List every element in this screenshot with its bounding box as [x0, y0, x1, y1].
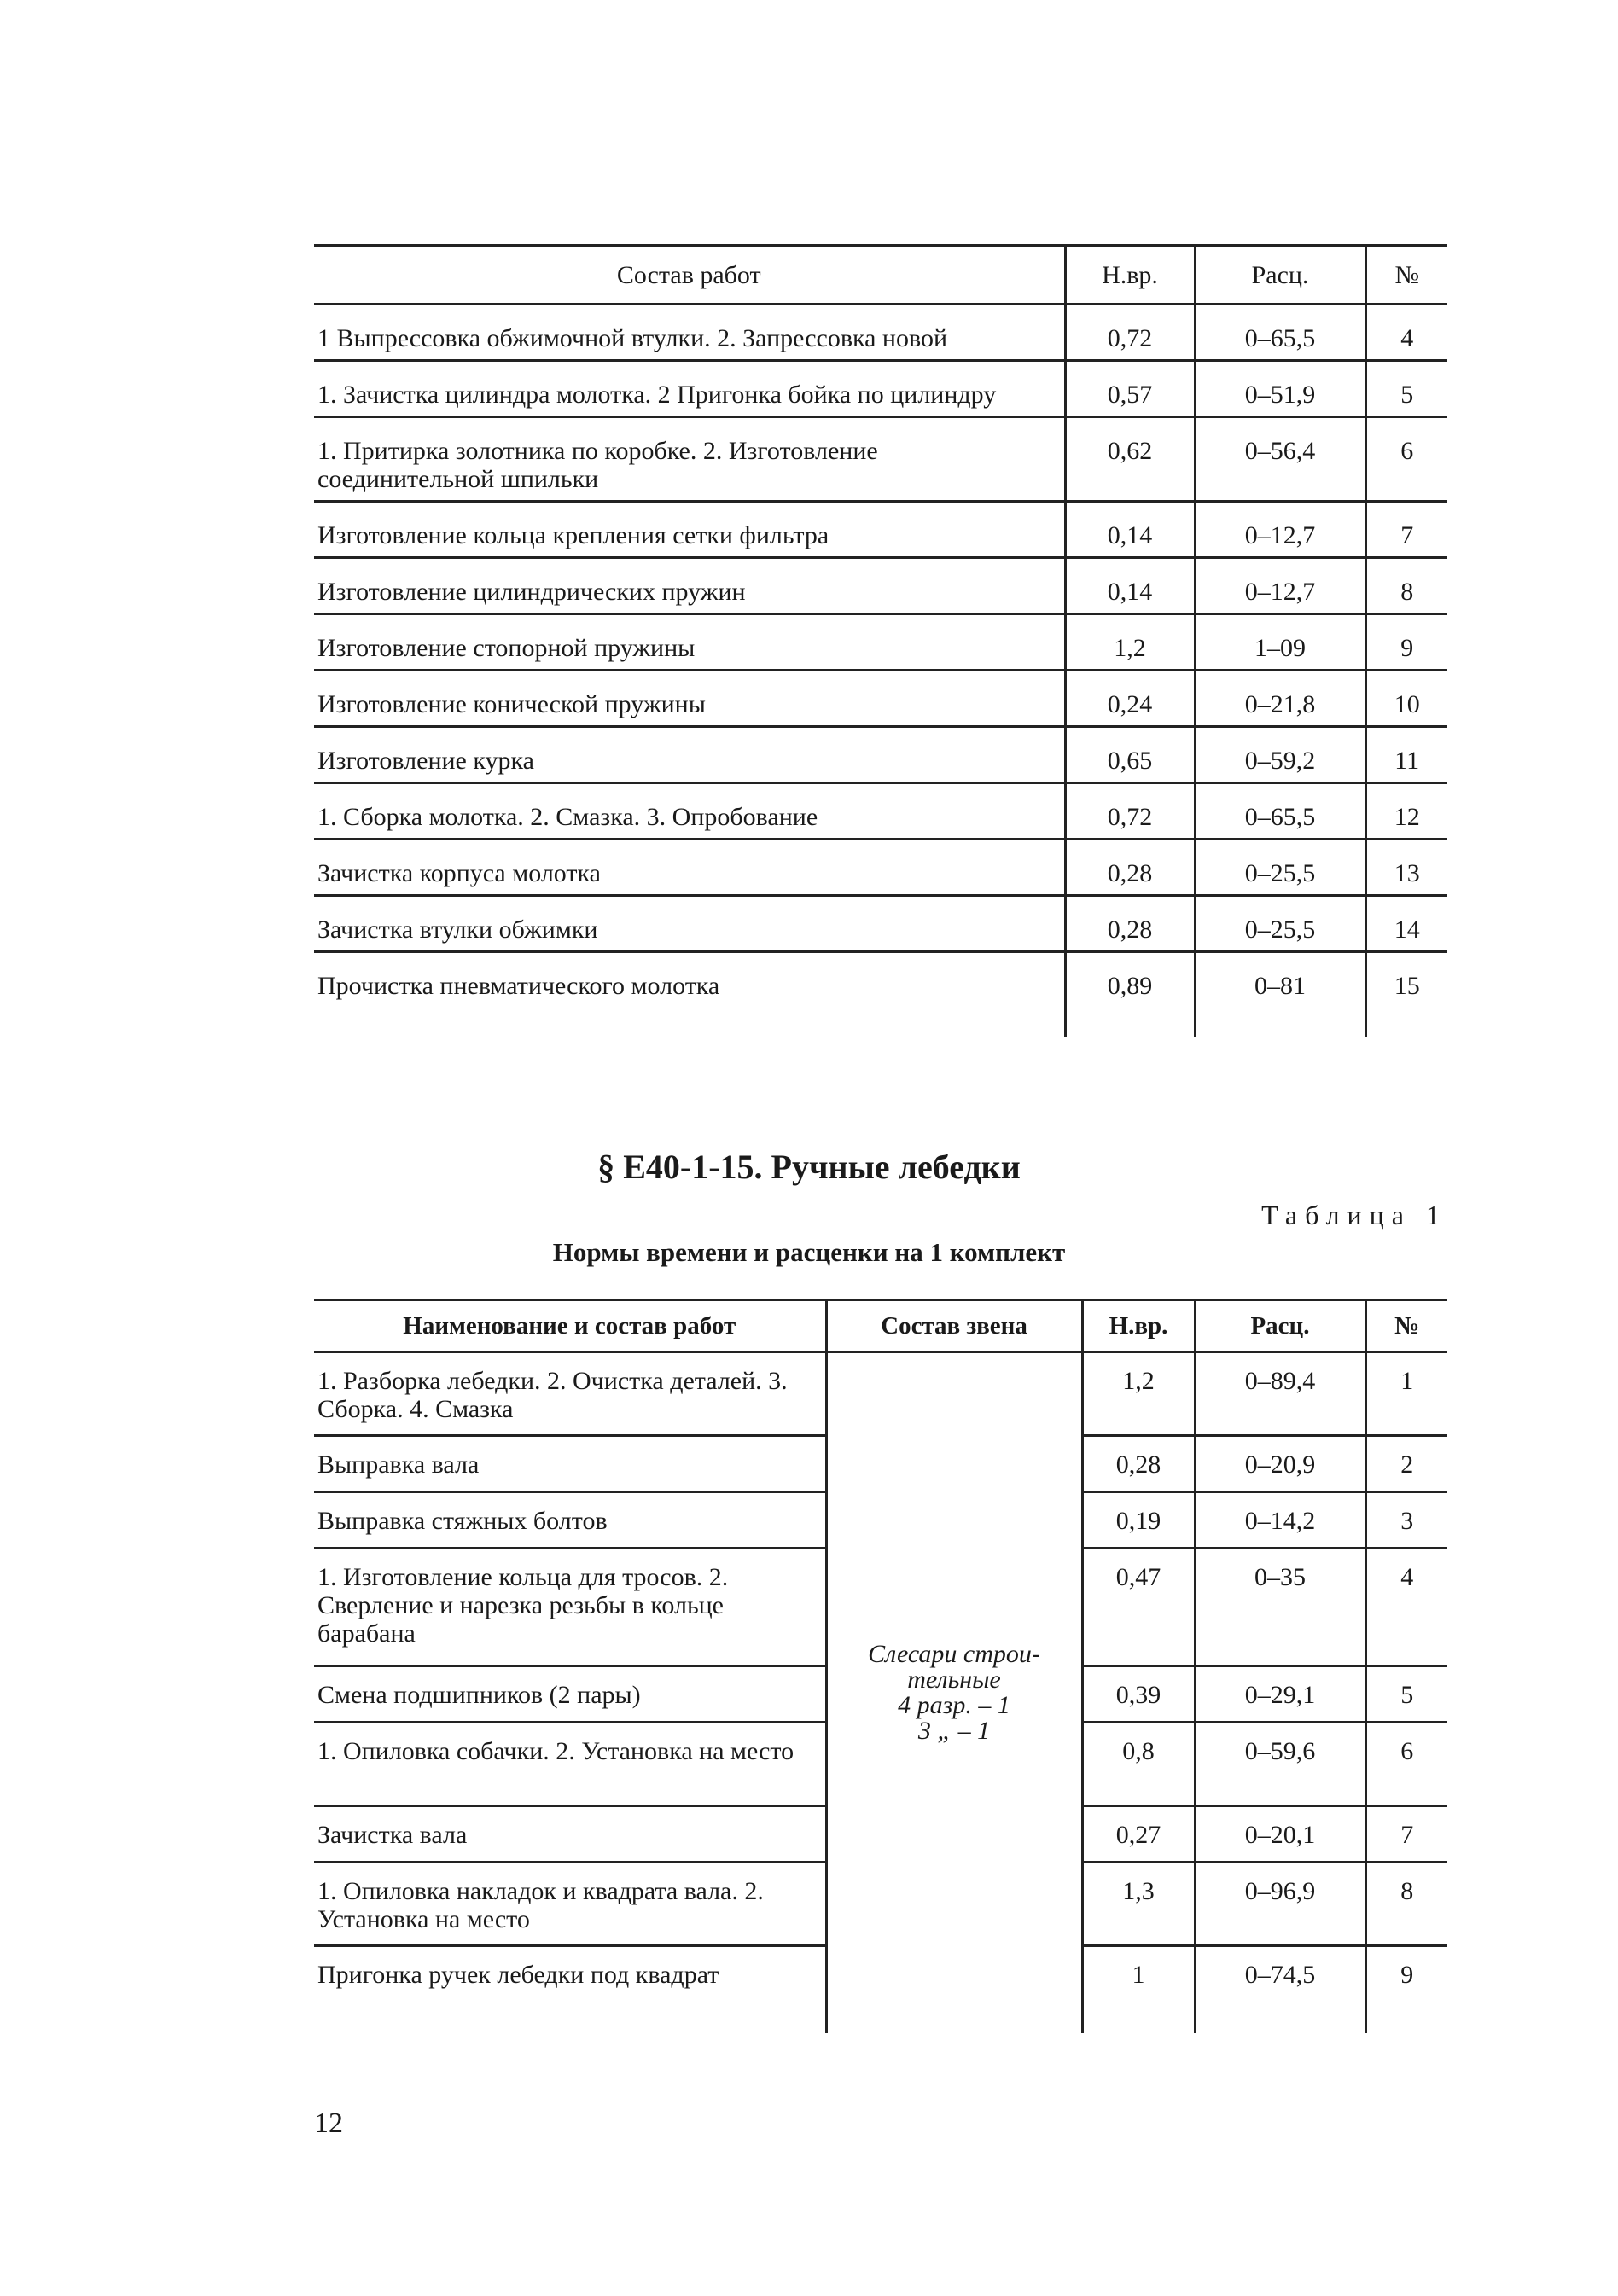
work-cell: Изготовление цилиндрических пружин — [314, 558, 1065, 614]
rate-cell: 0–65,5 — [1195, 305, 1365, 361]
header-crew: Состав звена — [826, 1300, 1082, 1352]
rate-cell: 0–14,2 — [1195, 1492, 1365, 1549]
number-cell: 11 — [1365, 727, 1447, 783]
rate-cell: 0–20,9 — [1195, 1436, 1365, 1492]
time-cell: 0,28 — [1065, 896, 1195, 952]
rate-cell: 0–35 — [1195, 1549, 1365, 1666]
number-cell: 8 — [1365, 1863, 1447, 1946]
work-cell: Выправка стяжных болтов — [314, 1492, 826, 1549]
table-row — [314, 305, 1447, 361]
number-cell: 10 — [1365, 671, 1447, 727]
header-rate: Расц. — [1195, 246, 1365, 305]
time-cell: 0,27 — [1082, 1806, 1195, 1863]
rate-cell: 0–59,6 — [1195, 1723, 1365, 1806]
work-cell: Зачистка вала — [314, 1806, 826, 1863]
rate-cell: 0–89,4 — [1195, 1352, 1365, 1436]
table-row — [314, 783, 1447, 840]
number-cell: 13 — [1365, 840, 1447, 896]
table-row — [314, 840, 1447, 896]
rate-cell: 1–09 — [1195, 614, 1365, 671]
time-cell: 0,89 — [1065, 952, 1195, 1038]
crew-line: Слесари строи- — [868, 1640, 1040, 1669]
rate-cell: 0–21,8 — [1195, 671, 1365, 727]
work-cell: Пригонка ручек лебедки под квадрат — [317, 1961, 719, 1989]
header-time-norm: Н.вр. — [1065, 246, 1195, 305]
time-cell: 0,47 — [1082, 1549, 1195, 1666]
work-cell: 1. Опиловка собачки. 2. Установка на место — [314, 1723, 826, 1806]
time-cell: 1 — [1082, 1946, 1195, 2033]
table-row — [314, 417, 1447, 502]
rate-cell: 0–56,4 — [1195, 417, 1365, 502]
table-row — [314, 502, 1447, 558]
table-number: Таблица 1 — [1261, 1200, 1447, 1230]
header-number: № — [1365, 246, 1447, 305]
table-header-row — [314, 1300, 1447, 1352]
rate-cell: 0–12,7 — [1195, 558, 1365, 614]
work-cell: 1 Выпрессовка обжимочной втулки. 2. Запрессовка новой — [314, 305, 1065, 361]
rate-cell: 0–74,5 — [1195, 1946, 1365, 2033]
rate-cell: 0–51,9 — [1195, 361, 1365, 417]
time-cell: 0,14 — [1065, 558, 1195, 614]
rate-cell: 0–29,1 — [1195, 1666, 1365, 1723]
work-cell: Зачистка втулки обжимки — [314, 896, 1065, 952]
table-row — [314, 671, 1447, 727]
time-cell: 0,57 — [1065, 361, 1195, 417]
table-row — [314, 727, 1447, 783]
time-cell: 0,8 — [1082, 1723, 1195, 1806]
work-cell: 1. Зачистка цилиндра молотка. 2 Пригонка бойка по цилиндру — [314, 361, 1065, 417]
work-cell: 1. Опиловка накладок и квадрата вала. 2. Установка на место — [314, 1863, 826, 1946]
number-cell: 6 — [1365, 1723, 1447, 1806]
work-cell: 1. Сборка молотка. 2. Смазка. 3. Опробование — [314, 783, 1065, 840]
table-caption: Нормы времени и расценки на 1 комплект — [552, 1237, 1066, 1267]
work-cell: Изготовление кольца крепления сетки фильтра — [314, 502, 1065, 558]
crew-composition — [826, 1352, 1082, 2033]
rate-cell: 0–20,1 — [1195, 1806, 1365, 1863]
time-cell: 0,28 — [1082, 1436, 1195, 1492]
number-cell: 6 — [1365, 417, 1447, 502]
number-cell: 1 — [1365, 1352, 1447, 1436]
time-cell: 0,28 — [1065, 840, 1195, 896]
header-rate: Расц. — [1195, 1300, 1365, 1352]
rate-cell: 0–25,5 — [1195, 840, 1365, 896]
crew-line: 3 „ – 1 — [917, 1717, 991, 1746]
rate-cell: 0–25,5 — [1195, 896, 1365, 952]
rate-cell: 0–65,5 — [1195, 783, 1365, 840]
work-cell: 1. Разборка лебедки. 2. Очистка деталей. 3. Сборка. 4. Смазка — [314, 1352, 826, 1436]
number-cell: 2 — [1365, 1436, 1447, 1492]
work-cell: Зачистка корпуса молотка — [314, 840, 1065, 896]
rate-cell: 0–96,9 — [1195, 1863, 1365, 1946]
header-number: № — [1365, 1300, 1447, 1352]
time-cell: 0,72 — [1065, 783, 1195, 840]
table-row — [314, 1352, 1447, 1436]
work-cell: Смена подшипников (2 пары) — [314, 1666, 826, 1723]
header-work-name: Наименование и состав работ — [314, 1300, 826, 1352]
number-cell: 7 — [1365, 502, 1447, 558]
work-cell: Выправка вала — [314, 1436, 826, 1492]
table-row — [314, 361, 1447, 417]
time-cell: 0,72 — [1065, 305, 1195, 361]
time-cell: 0,24 — [1065, 671, 1195, 727]
time-cell: 1,3 — [1082, 1863, 1195, 1946]
work-cell: 1. Изготовление кольца для тросов. 2. Сверление и нарезка резьбы в кольце барабана — [314, 1549, 826, 1666]
rate-cell: 0–12,7 — [1195, 502, 1365, 558]
number-cell: 9 — [1365, 614, 1447, 671]
number-cell: 14 — [1365, 896, 1447, 952]
table-row — [314, 614, 1447, 671]
number-cell: 8 — [1365, 558, 1447, 614]
table-row — [314, 558, 1447, 614]
number-cell: 4 — [1365, 305, 1447, 361]
number-cell: 12 — [1365, 783, 1447, 840]
work-cell: Изготовление конической пружины — [314, 671, 1065, 727]
header-time-norm: Н.вр. — [1082, 1300, 1195, 1352]
work-cell: 1. Притирка золотника по коробке. 2. Изготовление соединительной шпильки — [314, 417, 1065, 502]
time-cell: 0,19 — [1082, 1492, 1195, 1549]
work-cell: Изготовление стопорной пружины — [314, 614, 1065, 671]
table-row — [314, 896, 1447, 952]
section-title: § Е40-1-15. Ручные лебедки — [597, 1148, 1021, 1186]
work-cell: Изготовление курка — [314, 727, 1065, 783]
number-cell: 5 — [1365, 1666, 1447, 1723]
time-cell: 0,62 — [1065, 417, 1195, 502]
number-cell: 9 — [1365, 1946, 1447, 2033]
crew-line: тельные — [907, 1665, 1001, 1694]
norms-table-continued — [314, 244, 1447, 1037]
time-cell: 1,2 — [1082, 1352, 1195, 1436]
time-cell: 1,2 — [1065, 614, 1195, 671]
number-cell: 5 — [1365, 361, 1447, 417]
header-work-composition: Состав работ — [314, 246, 1065, 305]
rate-cell: 0–59,2 — [1195, 727, 1365, 783]
winch-norms-table — [314, 1299, 1447, 2033]
work-cell: Прочистка пневматического молотка — [317, 972, 720, 1000]
table-row — [314, 952, 1447, 1038]
number-cell: 3 — [1365, 1492, 1447, 1549]
time-cell: 0,39 — [1082, 1666, 1195, 1723]
number-cell: 15 — [1365, 952, 1447, 1038]
time-cell: 0,14 — [1065, 502, 1195, 558]
number-cell: 7 — [1365, 1806, 1447, 1863]
table-header-row — [314, 246, 1447, 305]
time-cell: 0,65 — [1065, 727, 1195, 783]
crew-line: 4 разр. – 1 — [898, 1691, 1010, 1720]
number-cell: 4 — [1365, 1549, 1447, 1666]
page-number: 12 — [314, 2107, 343, 2139]
rate-cell: 0–81 — [1195, 952, 1365, 1038]
